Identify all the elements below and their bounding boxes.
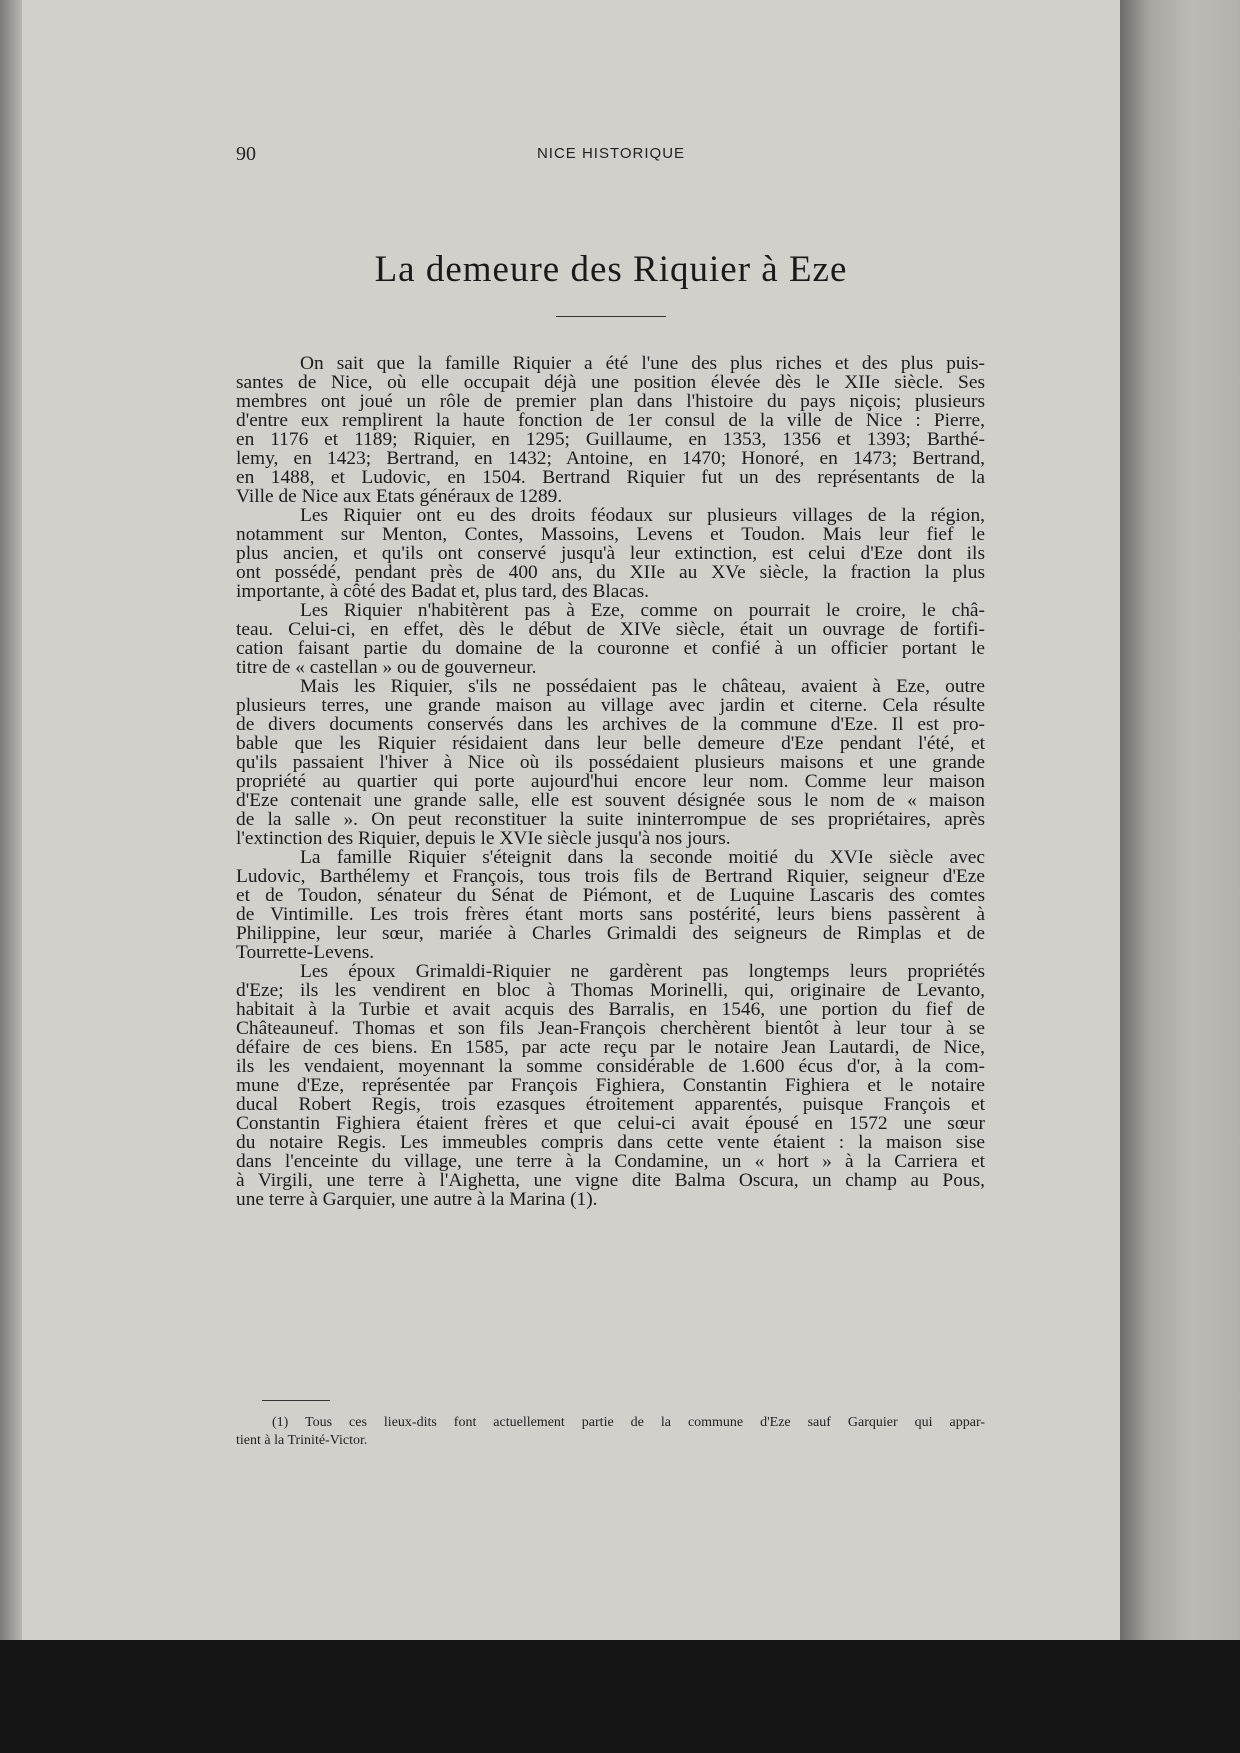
article-title: La demeure des Riquier à Eze [374, 249, 848, 290]
text-line: notamment sur Menton, Contes, Massoins, Levens et Toudon. Mais leur fief le [236, 524, 985, 545]
article-body [236, 354, 985, 1209]
running-head: NICE HISTORIQUE [536, 145, 686, 162]
text-line: Les époux Grimaldi-Riquier ne gardèrent pas longtemps leurs propriétés [300, 961, 985, 982]
text-line: d'Eze; ils les vendirent en bloc à Thomas Morinelli, qui, originaire de Levanto, [236, 980, 985, 1001]
text-line: ils les vendaient, moyennant la somme considérable de 1.600 écus d'or, à la com- [236, 1056, 985, 1077]
text-line: importante, à côté des Badat et, plus tard, des Blacas. [236, 581, 649, 602]
page-number: 90 [236, 143, 256, 165]
text-line: Ludovic, Barthélemy et François, tous trois fils de Bertrand Riquier, seigneur d'Eze [236, 866, 985, 887]
text-line: en 1488, et Ludovic, en 1504. Bertrand Riquier fut un des représentants de la [236, 467, 985, 488]
text-line: ducal Robert Regis, trois ezasques étroitement apparentés, puisque François et [236, 1094, 985, 1115]
text-line: Les Riquier n'habitèrent pas à Eze, comme on pourrait le croire, le châ- [300, 600, 985, 621]
scan-bottom-band [0, 1640, 1240, 1753]
text-line: On sait que la famille Riquier a été l'une des plus riches et des plus puis- [300, 353, 985, 374]
text-line: Mais les Riquier, s'ils ne possédaient pas le château, avaient à Eze, outre [300, 676, 985, 697]
scan-left-edge [0, 0, 22, 1640]
text-line: Tourrette-Levens. [236, 942, 375, 963]
text-line: du notaire Regis. Les immeubles compris dans cette vente étaient : la maison sise [236, 1132, 985, 1153]
text-line: l'extinction des Riquier, depuis le XVIe siècle jusqu'à nos jours. [236, 828, 731, 849]
text-line: défaire de ces biens. En 1585, par acte reçu par le notaire Jean Lautardi, de Nice, [236, 1037, 985, 1058]
text-line: ont possédé, pendant près de 400 ans, du XIIe au XVe siècle, la fraction la plus [236, 562, 985, 583]
text-line: La famille Riquier s'éteignit dans la seconde moitié du XVIe siècle avec [300, 847, 985, 868]
text-line: et de Toudon, sénateur du Sénat de Piémont, et de Luquine Lascaris des comtes [236, 885, 985, 906]
text-line: de la salle ». On peut reconstituer la suite ininterrompue de ses propriétaires, après [236, 809, 985, 830]
text-line: qu'ils passaient l'hiver à Nice où ils possédaient plusieurs maisons et une grande [236, 752, 985, 773]
text-line: bable que les Riquier résidaient dans leur belle demeure d'Eze pendant l'été, et [236, 733, 985, 754]
text-line: propriété au quartier qui porte aujourd'hui encore leur nom. Comme leur maison [236, 771, 985, 792]
text-line: d'Eze contenait une grande salle, elle est souvent désignée sous le nom de « maison [236, 790, 985, 811]
text-line: de divers documents conservés dans les archives de la commune d'Eze. Il est pro- [236, 714, 985, 735]
text-line: de Vintimille. Les trois frères étant morts sans postérité, leurs biens passèrent à [236, 904, 985, 925]
text-line: titre de « castellan » ou de gouverneur. [236, 657, 537, 678]
text-line: teau. Celui-ci, en effet, dès le début de XIVe siècle, était un ouvrage de fortifi- [236, 619, 985, 640]
text-line: habitait à la Turbie et avait acquis des Barralis, en 1546, une portion du fief de [236, 999, 985, 1020]
book-spine-edge [1120, 0, 1240, 1640]
text-line: plusieurs terres, une grande maison au village avec jardin et citerne. Cela résulte [236, 695, 985, 716]
text-line: d'entre eux remplirent la haute fonction de 1er consul de la ville de Nice : Pierre, [236, 410, 985, 431]
text-line: mune d'Eze, représentée par François Fighiera, Constantin Fighiera et le notaire [236, 1075, 985, 1096]
footnote [236, 1414, 985, 1450]
footnote-line: (1) Tous ces lieux-dits font actuellement partie de la commune d'Eze sauf Garquier qui appar- [272, 1415, 985, 1430]
page-header [236, 143, 986, 169]
text-line: cation faisant partie du domaine de la couronne et confié à un officier portant le [236, 638, 985, 659]
text-line: plus ancien, et qu'ils ont conservé jusqu'à leur extinction, est celui d'Eze dont ils [236, 543, 985, 564]
text-line: Les Riquier ont eu des droits féodaux sur plusieurs villages de la région, [300, 505, 985, 526]
text-line: en 1176 et 1189; Riquier, en 1295; Guillaume, en 1353, 1356 et 1393; Barthé- [236, 429, 985, 450]
title-rule [556, 316, 666, 317]
text-line: Châteauneuf. Thomas et son fils Jean-François cherchèrent bientôt à leur tour à se [236, 1018, 985, 1039]
text-line: une terre à Garquier, une autre à la Marina (1). [236, 1189, 598, 1210]
text-line: à Virgili, une terre à l'Aighetta, une vigne dite Balma Oscura, un champ au Pous, [236, 1170, 985, 1191]
footnote-line: tient à la Trinité-Victor. [236, 1433, 368, 1448]
text-line: Philippine, leur sœur, mariée à Charles Grimaldi des seigneurs de Rimplas et de [236, 923, 985, 944]
text-line: lemy, en 1423; Bertrand, en 1432; Antoine, en 1470; Honoré, en 1473; Bertrand, [236, 448, 985, 469]
text-line: Ville de Nice aux Etats généraux de 1289. [236, 486, 563, 507]
text-line: membres ont joué un rôle de premier plan dans l'histoire du pays niçois; plusieurs [236, 391, 985, 412]
text-line: Constantin Fighiera étaient frères et que celui-ci avait épousé en 1572 une sœur [236, 1113, 985, 1134]
text-line: dans l'enceinte du village, une terre à la Condamine, un « hort » à la Carriera et [236, 1151, 985, 1172]
text-line: santes de Nice, où elle occupait déjà une position élevée dès le XIIe siècle. Ses [236, 372, 985, 393]
footnote-rule [262, 1400, 330, 1401]
